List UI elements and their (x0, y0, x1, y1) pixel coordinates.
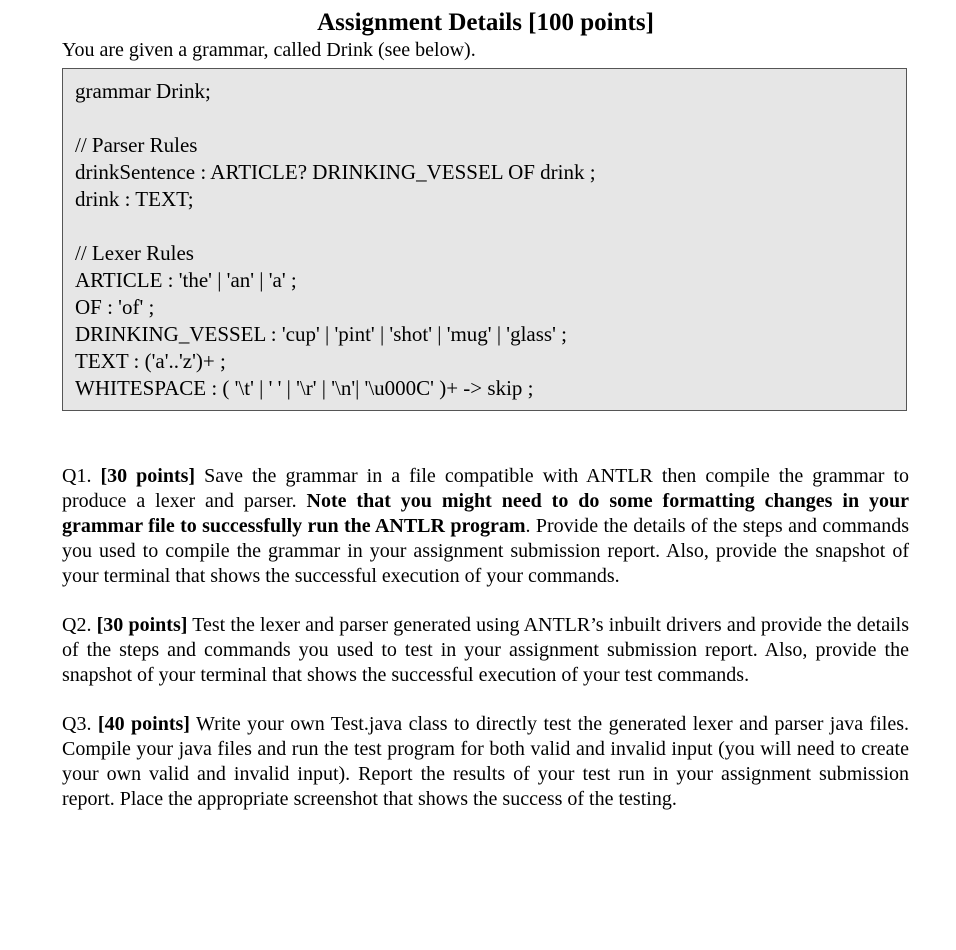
document-page (62, 8, 909, 836)
grammar-line: drinkSentence : ARTICLE? DRINKING_VESSEL OF drink ; (75, 160, 596, 184)
question-3-text: Write your own Test.java class to directly test the generated lexer and parser java files. Compile your java files and run the test program for both valid and invalid input (you will need to create your own valid and invalid input). Report the results of your test run in your assignment submission report. Place the appropriate screenshot that shows the success of the testing. (62, 713, 909, 810)
question-3 (62, 712, 909, 812)
question-3-label: Q3. (62, 713, 92, 735)
grammar-line: // Lexer Rules (75, 241, 194, 265)
grammar-code-box (62, 68, 907, 411)
grammar-line (75, 213, 894, 240)
question-2-points: [30 points] (96, 614, 188, 636)
question-3-points: [40 points] (97, 713, 190, 735)
grammar-line: TEXT : ('a'..'z')+ ; (75, 349, 226, 373)
grammar-line: drink : TEXT; (75, 187, 194, 211)
grammar-line: OF : 'of' ; (75, 295, 155, 319)
grammar-line (75, 105, 894, 132)
question-2-text: Test the lexer and parser generated using ANTLR’s inbuilt drivers and provide the details of the steps and commands you used to test in your assignment submission report. Also, provide the snapshot of your terminal that shows the successful execution of your test commands. (62, 614, 910, 686)
question-1-text-b: . Provide the details of the steps and commands you used to compile the grammar in your assignment submission report. Also, provide the snapshot of your terminal that shows the successful execution of your commands. (62, 515, 909, 587)
questions-section (62, 464, 909, 812)
question-1-text-a: Save the grammar in a file compatible with ANTLR then compile the grammar to produce a lexer and parser. (62, 465, 909, 512)
question-1 (62, 464, 909, 589)
page-title: Assignment Details [100 points] (317, 9, 654, 36)
question-1-label: Q1. (62, 465, 92, 487)
grammar-line: // Parser Rules (75, 133, 198, 157)
intro-text: You are given a grammar, called Drink (see below). (62, 39, 476, 61)
grammar-line: ARTICLE : 'the' | 'an' | 'a' ; (75, 268, 297, 292)
grammar-line: DRINKING_VESSEL : 'cup' | 'pint' | 'shot' | 'mug' | 'glass' ; (75, 322, 567, 346)
grammar-line: WHITESPACE : ( '\t' | ' ' | '\r' | '\n'| '\u000C' )+ -> skip ; (75, 376, 534, 400)
question-2 (62, 613, 909, 688)
question-2-label: Q2. (62, 614, 92, 636)
grammar-line: grammar Drink; (75, 79, 211, 103)
question-1-points: [30 points] (100, 465, 196, 487)
question-1-bold-note: Note that you might need to do some formatting changes in your grammar file to successfully run the ANTLR program (62, 490, 909, 537)
